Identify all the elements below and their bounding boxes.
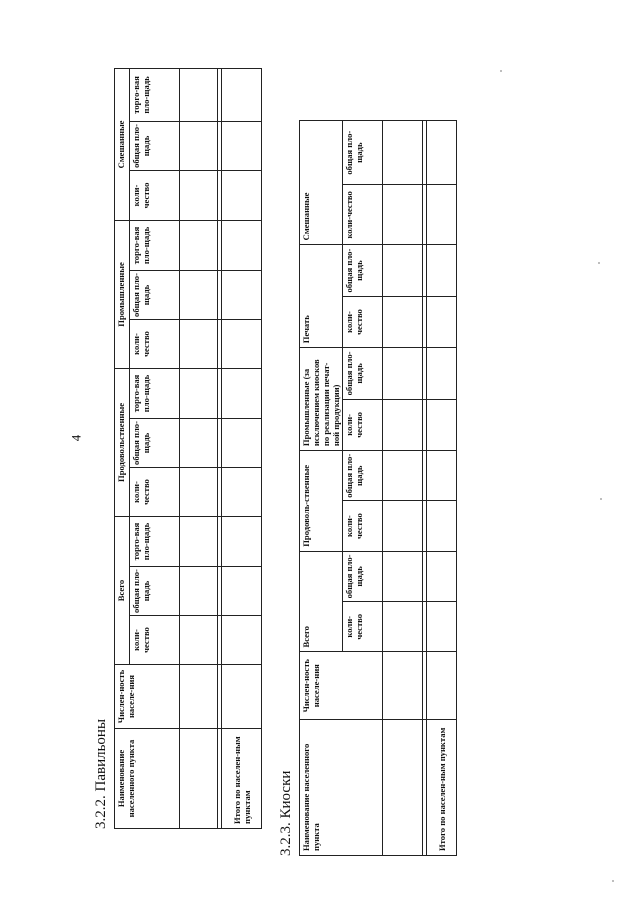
pavilions-data-row xyxy=(180,68,218,828)
kiosks-total-row xyxy=(427,121,457,856)
pavilions-sub-trade-area: торго-вая пло-щадь xyxy=(130,68,180,121)
table-cell xyxy=(180,729,218,829)
pavilions-col-population: Числен-ность населе-ния xyxy=(115,665,180,729)
kiosks-sub-total-area: общая пло-щадь xyxy=(343,551,383,601)
table-cell xyxy=(180,368,218,418)
pavilions-total-row xyxy=(222,68,262,828)
pavilions-group-food: Продовольственные xyxy=(115,368,130,516)
table-cell xyxy=(180,418,218,467)
table-cell xyxy=(383,296,423,347)
table-cell xyxy=(180,516,218,566)
table-cell xyxy=(383,185,423,245)
pavilions-sub-count: коли-чество xyxy=(130,319,180,368)
kiosks-col-population: Числен-ность населе-ния xyxy=(300,652,383,719)
table-cell xyxy=(383,399,423,450)
table-cell xyxy=(180,567,218,616)
kiosks-sub-count: коли-чество xyxy=(343,501,383,551)
kiosks-sub-count: коли-чество xyxy=(343,602,383,652)
kiosks-sub-count: коли-чество xyxy=(343,399,383,450)
table-cell xyxy=(383,551,423,601)
pavilions-sub-trade-area: торго-вая пло-щадь xyxy=(130,516,180,566)
pavilions-group-mixed: Смешанные xyxy=(115,68,130,220)
table-cell xyxy=(383,652,423,719)
table-cell xyxy=(383,348,423,399)
table-cell xyxy=(180,121,218,170)
table-cell xyxy=(180,616,218,665)
pavilions-sub-total-area: общая пло-щадь xyxy=(130,567,180,616)
kiosks-table xyxy=(299,120,457,856)
pavilions-col-name: Наименование населенного пункта xyxy=(115,729,180,829)
kiosks-sub-count: коли-чество xyxy=(343,296,383,347)
table-cell xyxy=(180,467,218,516)
pavilions-table xyxy=(114,68,262,829)
kiosks-sub-total-area: общая пло-щадь xyxy=(343,121,383,185)
kiosks-group-mixed: Смешанные xyxy=(300,121,343,245)
kiosks-sub-total-area: общая пло-щадь xyxy=(343,348,383,399)
pavilions-sub-total-area: общая пло-щадь xyxy=(130,270,180,319)
pavilions-section xyxy=(92,68,262,829)
kiosks-group-food: Продоволь-ственные xyxy=(300,451,343,552)
kiosks-total-label: Итого по населен-ным пунктам xyxy=(427,719,457,855)
pavilions-sub-count: коли-чество xyxy=(130,467,180,516)
pavilions-group-total: Всего xyxy=(115,516,130,664)
table-cell xyxy=(180,220,218,270)
table-cell xyxy=(383,501,423,551)
table-cell xyxy=(180,68,218,121)
kiosks-col-name: Наименование населенного пункта xyxy=(300,719,383,855)
table-cell xyxy=(383,245,423,296)
kiosks-sub-total-area: общая пло-щадь xyxy=(343,245,383,296)
kiosks-group-total: Всего xyxy=(300,551,343,652)
pavilions-sub-total-area: общая пло-щадь xyxy=(130,121,180,170)
kiosks-group-print: Печать xyxy=(300,245,343,348)
kiosks-sub-count: коли-чество xyxy=(343,185,383,245)
pavilions-sub-trade-area: торго-вая пло-щадь xyxy=(130,368,180,418)
kiosks-sub-total-area: общая пло-щадь xyxy=(343,451,383,501)
kiosks-title: 3.2.3. Киоски xyxy=(278,770,294,856)
kiosks-group-industrial: Промышленные (за исключением киосков по реализации печат-ной продукции) xyxy=(300,348,343,451)
pavilions-header-row xyxy=(115,68,130,828)
page-number: 4 xyxy=(68,434,84,442)
table-cell xyxy=(383,719,423,855)
table-cell xyxy=(180,270,218,319)
table-cell xyxy=(180,665,218,729)
pavilions-sub-trade-area: торго-вая пло-щадь xyxy=(130,220,180,270)
kiosks-section xyxy=(277,120,457,856)
pavilions-group-industrial: Промышленные xyxy=(115,220,130,368)
kiosks-data-row xyxy=(383,121,423,856)
table-cell xyxy=(180,170,218,220)
table-cell xyxy=(383,451,423,501)
table-cell xyxy=(383,602,423,652)
pavilions-sub-total-area: общая пло-щадь xyxy=(130,418,180,467)
table-cell xyxy=(383,121,423,185)
table-cell xyxy=(180,319,218,368)
pavilions-sub-count: коли-чество xyxy=(130,170,180,220)
kiosks-header-row xyxy=(300,121,343,856)
pavilions-total-label: Итого по населен-ным пунктам xyxy=(222,729,262,829)
pavilions-title: 3.2.2. Павильоны xyxy=(93,718,109,829)
pavilions-sub-count: коли-чество xyxy=(130,616,180,665)
